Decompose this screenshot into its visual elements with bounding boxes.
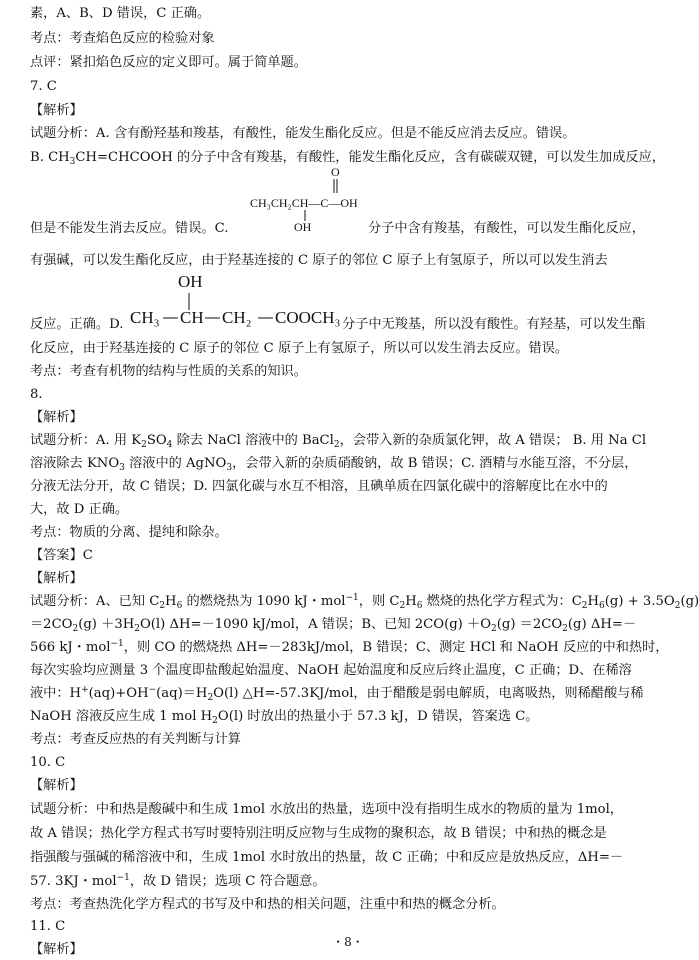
formula-bonds [250, 165, 380, 225]
text-line: 考点：考查热洗化学方程式的书写及中和热的相关问题，注重中和热的概念分析。 [30, 897, 505, 912]
text-line: 试题分析：A. 用 $K_2SO_4$ 除去 NaCl 溶液中的 BaCl$_2$，会带入新的杂质氯化钾，故 A 错误； B. 用 Na Cl [30, 433, 647, 450]
section-heading: 【解析】 [30, 778, 83, 793]
text-line: 故 A 错误；热化学方程式书写时要特别注明反应物与生成物的聚积态，故 B 错误；中和热的概念是 [30, 826, 607, 841]
text-line: 每次实验均应测量 3 个温度即盐酸起始温度、NaOH 起始温度和反应后终止温度，C 正确；D、在稀溶 [30, 663, 632, 678]
page-number: ・8・ [332, 935, 364, 949]
text-line: 考点：考查有机物的结构与性质的关系的知识。 [30, 364, 307, 379]
question-number: 8. [30, 387, 43, 402]
text-line: NaOH 溶液反应生成 1 mol $H_2O(l)$ 时放出的热量小于 57.3 kJ，D 错误，答案选 C。 [30, 709, 539, 726]
text-line: 试题分析：A、已知 $C_2H_6$ 的燃烧热为 1090 kJ・mol$^{-1}$，则 $C_2H_6$ 燃烧的热化学方程式为：$C_2H_6(g) + 3.5O_2(g)$ [30, 593, 699, 611]
text-line: 试题分析：A. 含有酚羟基和羧基，有酸性，能发生酯化反应。但是不能反应消去反应。错误。 [30, 126, 576, 141]
formula-d-ch2: CH₂ [222, 308, 252, 327]
text-line: 但是不能发生消去反应。错误。C. 分子中含有羧基，有酸性，可以发生酯化反应， [30, 221, 645, 236]
text-line: 化反应，由于羟基连接的 C 原子的邻位 C 原子上有氢原子，所以可以发生消去反应。错误。 [30, 341, 569, 356]
text-line: 溶液除去 $KNO_3$ 溶液中的 AgNO$_3$，会带入新的杂质硝酸钠，故 B 错误；C. 酒精与水能互溶，不分层， [30, 456, 638, 473]
text-line: 指强酸与强碱的稀溶液中和，生成 1mol 水时放出的热量，故 C 正确；中和反应是放热反应，ΔH=－ [30, 850, 624, 865]
text-line: 有强碱，可以发生酯化反应，由于羟基连接的 C 原子的邻位 C 原子上有氢原子，所以可以发生消去 [30, 253, 608, 268]
formula-d-cooch3: COOCH₃ [275, 308, 341, 327]
text-line: 57. 3KJ・mol$^{-1}$，故 D 错误；选项 C 符合题意。 [30, 873, 326, 889]
question-number: 7. C [30, 79, 57, 94]
formula-oxygen: O [331, 165, 340, 179]
text-line: 566 kJ・mol$^{-1}$，则 CO 的燃烧热 ΔH=－283kJ/mol，B 错误；C、测定 HCl 和 NaOH 反应的中和热时， [30, 639, 669, 655]
formula-d-ch: CH [180, 308, 204, 327]
formula-chain: CH₃CH₂CH—C—OH [250, 196, 358, 210]
text-line: 点评：紧扣焰色反应的定义即可。属于简单题。 [30, 55, 307, 70]
text-line: 考点：物质的分离、提纯和除杂。 [30, 525, 228, 540]
text-line: 考点：考查反应热的有关判断与计算 [30, 732, 241, 747]
text-line: 大，故 D 正确。 [30, 502, 129, 517]
text-line: 素，A、B、D 错误，C 正确。 [30, 6, 211, 21]
section-heading: 【解析】 [30, 410, 83, 425]
formula-d-ch3: CH₃ [130, 308, 160, 327]
text-line: 考点：考查焰色反应的检验对象 [30, 31, 215, 46]
formula-hydroxyl: OH [294, 220, 312, 234]
text-line: 液中：$H^+(aq)+OH^-(aq)=H_2O(l)$ △H=-57.3KJ/mol，由于醋酸是弱电解质，电离吸热，则稀醋酸与稀 [30, 685, 644, 703]
section-heading: 【解析】 [30, 571, 83, 586]
text-line: $=2CO_2(g) +3H_2O(l)$ ΔH=－1090 kJ/mol，A 错误；B、已知 $2CO(g) +O_2(g) =2CO_2(g)$ ΔH=－ [30, 617, 637, 634]
text-line: 试题分析：中和热是酸碱中和生成 1mol 水放出的热量，选项中没有指明生成水的物质的量为 1mol， [30, 802, 623, 817]
text-line: B. $CH_3CH=CHCOOH$ 的分子中含有羧基，有酸性，能发生酯化反应，含有碳碳双键，可以发生加成反应， [30, 150, 665, 167]
section-heading: 【解析】 [30, 942, 83, 957]
answer-heading: 【答案】C [30, 548, 93, 563]
section-heading: 【解析】 [30, 103, 83, 118]
formula-d-oh: OH [178, 272, 203, 291]
text-line: 分液无法分开，故 C 错误；D. 四氯化碳与水互不相溶，且碘单质在四氯化碳中的溶解度比在水中的 [30, 479, 608, 494]
question-number: 11. C [30, 919, 66, 934]
question-number: 10. C [30, 755, 66, 770]
structural-formula-c [250, 165, 380, 234]
text-line: 反应。正确。D. 分子中无羧基，所以没有酸性。有羟基，可以发生酯 [30, 317, 646, 332]
